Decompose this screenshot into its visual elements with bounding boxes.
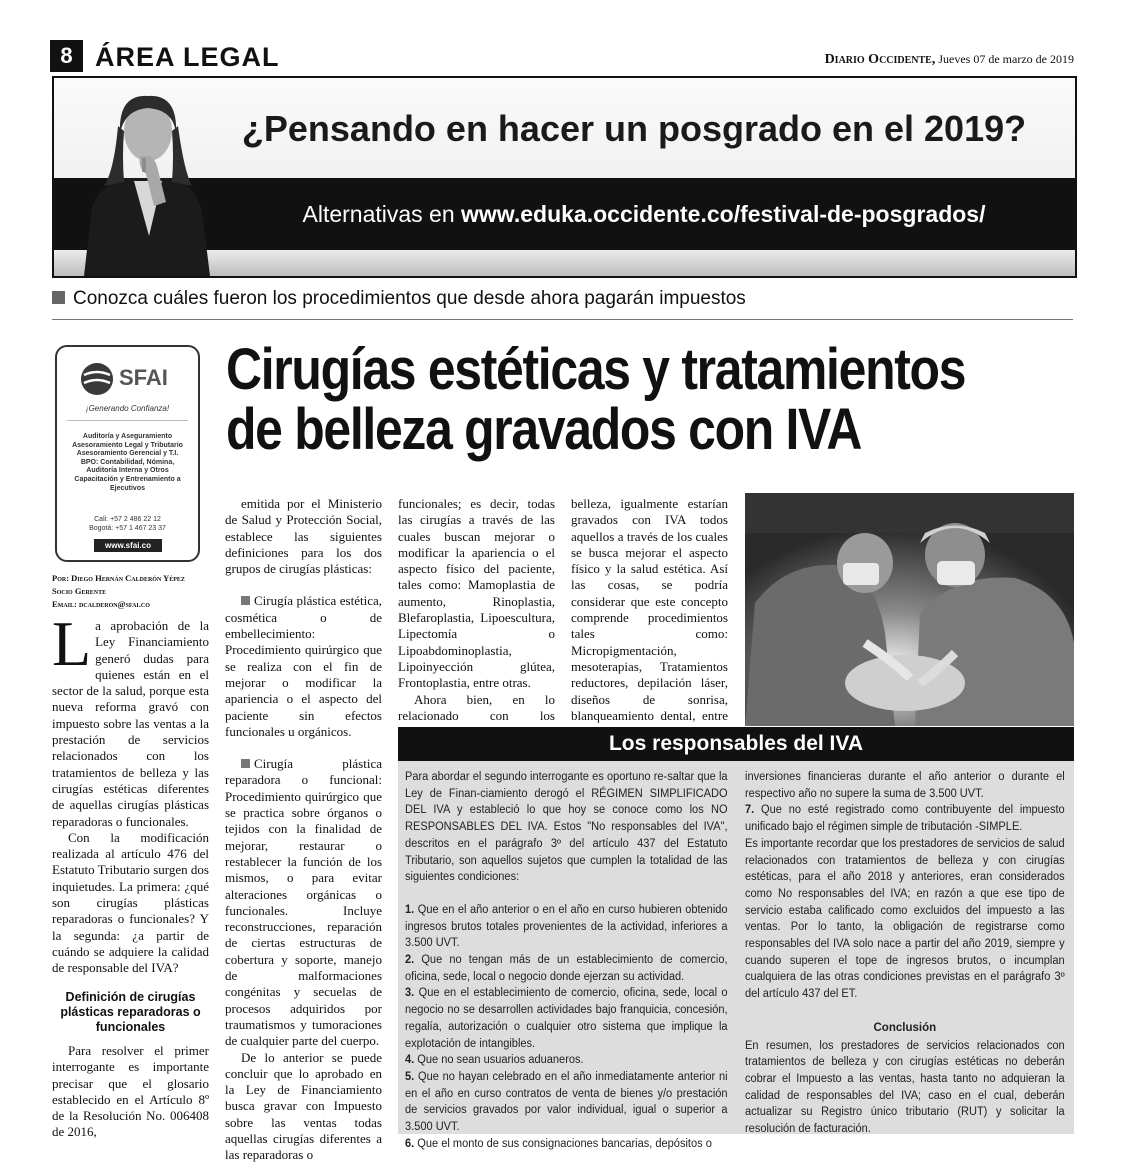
byline-email[interactable]: Email: dcalderon@sfai.co <box>52 599 150 609</box>
sfai-website-link[interactable]: www.sfai.co <box>94 539 162 552</box>
issue-date: Jueves 07 de marzo de 2019 <box>938 52 1074 66</box>
condition-number: 3. <box>405 987 415 1000</box>
service-item: Auditoría Interna y Otros <box>86 467 169 475</box>
kicker-text: Conozca cuáles fueron los procedimientos que desde ahora pagarán impuestos <box>73 288 746 309</box>
byline-role: Socio Gerente <box>52 586 107 596</box>
condition-item <box>405 902 728 952</box>
paragraph: a aprobación de la Ley Financiamiento generó dudas para quienes están en el sector de la salud, porque esta nueva reforma gravó con impuesto sobre las ventas a la prestación de servicios relacionados con los tratamientos de belleza y las cirugías estéticas diferentes de aquellas cirugías plásticas reparadoras o funcionales. <box>52 618 209 829</box>
condition-number: 1. <box>405 903 415 916</box>
condition-item <box>405 1069 728 1136</box>
headline-line-2: de belleza gravados con IVA <box>226 397 862 462</box>
banner-ad[interactable] <box>52 76 1077 278</box>
conclusion-text: En resumen, los prestadores de servicios relacionados con tratamientos de belleza y con cirugías estéticas no deberán cobrar el Impuesto a las ventas, hasta tanto no adquieran la calidad de responsables del IVA; caso en el cual, deberán actualizar su Registro único tributario (RUT) y solicitar la resolución de facturación. <box>745 1039 1065 1136</box>
section-title: ÁREA LEGAL <box>95 42 280 72</box>
condition-text: Que no esté registrado como contribuyente del impuesto unificado bajo el régimen simple de tributación -SIMPLE. <box>745 804 1065 834</box>
condition-text: Que no hayan celebrado en el año inmediatamente anterior ni en el año en curso contratos de venta de bienes y/o prestación de servicios gravados por valor individual, igual o superior a 3.500 UVT. <box>405 1070 728 1134</box>
service-item: Capacitación y Entrenamiento a <box>74 475 181 483</box>
article-column-1 <box>52 608 209 977</box>
box-column-1 <box>405 769 728 1152</box>
sfai-brand: SFAI <box>119 365 168 390</box>
box-intro: Para abordar el segundo interrogante es oportuno re-saltar que la Ley de Finan-ciamiento derogó el RÉGIMEN SIMPLIFICADO DEL IVA y estableció lo que hoy se conoce como los NO RESPONSABLES DEL IVA. Estos "No responsables del IVA", descritos en el parágrafo 3º del artículo 437 del Estatuto Tributario, son aquellos sujetos que cumplen la totalidad de las siguientes condiciones: <box>405 771 728 884</box>
condition-text: Que el monto de sus consignaciones bancarias, depósitos o <box>414 1137 712 1150</box>
headline-line-1: Cirugías estéticas y tratamientos <box>226 337 966 402</box>
banner-sub-prefix: Alternativas en <box>302 201 462 227</box>
sfai-services-list <box>65 433 190 493</box>
page-number: 8 <box>50 40 83 72</box>
article-column-3 <box>398 496 555 740</box>
paragraph: belleza, igualmente estarían gravados con IVA todos aquellos a través de los cuales se busca mejorar el aspecto físico y la salud estética. Así las cosas, se podría considerar que este concepto comprende procedimientos tales como: Micropigmentación, mesoterapias, Tratamientos reductores, depilación láser, diseños de sonrisa, blanqueamiento dental, entre <box>571 496 728 723</box>
paragraph: funcionales; es decir, todas las cirugías a través de las cuales buscan mejorar o modificar la apariencia o el aspecto físico del paciente, tales como: Mamoplastia de aumento, Rinoplastia, Blefaroplastia, Lipoescultura, Lipectomía o Lipoabdominoplastia, Lipoinyección glútea, Frontoplastia, entre otras. <box>398 496 555 691</box>
definition-esthetic: Cirugía plástica estética, cosmética o de embellecimiento: Procedimiento quirúrgico que se realiza con el fin de mejorar o modificar la apariencia o el aspecto del paciente sin efectos funcionales u orgánicos. <box>225 593 382 739</box>
condition-text: Que en el año anterior o en el año en curso hubieren obtenido ingresos brutos totales provenientes de la actividad, inferiores a 3.500 UVT. <box>405 903 728 950</box>
phone-cali: Cali: +57 2 486 22 12 <box>94 516 161 523</box>
drop-cap: L <box>52 608 92 679</box>
paragraph: emitida por el Ministerio de Salud y Protección Social, establece las siguientes definiciones para los dos grupos de cirugías plásticas: <box>225 496 382 577</box>
square-bullet-icon <box>241 759 250 768</box>
woman-thinking-photo <box>74 86 224 276</box>
paragraph: Para resolver el primer interrogante es importante precisar que el glosario establecido en el Artículo 8º de la Resolución No. 006408 de 2016, <box>52 1043 209 1140</box>
condition-number: 6. <box>405 1137 415 1150</box>
condition-item <box>405 952 728 985</box>
paragraph: Con la modificación realizada al artículo 476 del Estatuto Tributario surgen dos inquietudes. La primera: ¿qué son cirugías plásticas reparadoras o funcionales? Y la segunda: ¿a partir de cuándo se adquiere la calidad de responsable del IVA? <box>52 829 209 976</box>
article-column-2 <box>225 496 382 1164</box>
condition-number: 5. <box>405 1070 415 1083</box>
service-item: Asesoramiento Legal y Tributario <box>72 441 183 449</box>
subheading: Definición de cirugías plásticas reparadoras o funcionales <box>60 990 201 1034</box>
condition-item <box>745 802 1065 835</box>
square-bullet-icon <box>241 596 250 605</box>
box-column-2 <box>745 769 1065 1138</box>
condition-item <box>405 985 728 1052</box>
paragraph: De lo anterior se puede concluir que lo aprobado en la Ley de Financiamiento busca gravar con Impuesto sobre las ventas todas aquellas cirugías diferentes a las reparadoras o <box>225 1049 382 1163</box>
byline-author: Por: Diego Hernán Calderón Yépez <box>52 573 185 583</box>
paragraph: Ahora bien, en lo relacionado con los <box>398 691 555 723</box>
divider <box>52 319 1073 320</box>
kicker <box>52 288 746 310</box>
sfai-slogan: ¡Generando Confianza! <box>85 404 170 413</box>
article-column-1-continued <box>52 1043 209 1141</box>
condition-text: Que en el establecimiento de comercio, oficina, sede, local o negocio no se desarrollen actividades bajo franquicia, concesión, regalía, autorización o cualquier otro sistema que implique la explotación de intangibles. <box>405 987 728 1050</box>
square-bullet-icon <box>52 291 65 304</box>
service-item: Asesoramiento Gerencial y T.I. <box>76 450 179 458</box>
conclusion-title: Conclusión <box>873 1019 937 1034</box>
condition-text: Que no sean usuarios aduaneros. <box>414 1054 584 1067</box>
condition-continued: inversiones financieras durante el año anterior o durante el respectivo año no supere la suma de 3.500 UVT. <box>745 771 1065 800</box>
sfai-ad[interactable] <box>55 345 200 562</box>
sfai-phones <box>57 515 198 533</box>
condition-text: Que no tengan más de un establecimiento de comercio, oficina, sede, local o negocio donde ejerzan su actividad. <box>405 954 728 983</box>
condition-item <box>405 1052 728 1069</box>
condition-number: 4. <box>405 1054 415 1067</box>
service-item: BPO: Contabilidad, Nómina, <box>80 458 175 466</box>
surgery-photo <box>745 493 1074 726</box>
divider <box>67 420 188 421</box>
service-item: Ejecutivos <box>109 484 145 492</box>
dateline <box>825 52 1074 68</box>
condition-number: 2. <box>405 954 415 967</box>
article-headline <box>226 337 966 462</box>
banner-headline: ¿Pensando en hacer un posgrado en el 2019? <box>241 108 1027 149</box>
banner-subline <box>224 201 1064 228</box>
service-item: Auditoría y Aseguramiento <box>82 433 173 440</box>
definition-reparative: Cirugía plástica reparadora o funcional: Procedimiento quirúrgico que se practica sobre órganos o tejidos con la finalidad de mejorar, restaurar o restablecer la función de los mismos, o para evitar alteraciones orgánicas o funcionales. Incluye reconstrucciones, reparación de ciertas estructuras de cobertura y soporte, manejo de malformaciones congénitas y secuelas de procesos adquiridos por traumatismos y tumoraciones de cualquier parte del cuerpo. <box>225 756 382 1049</box>
byline <box>52 572 212 611</box>
article-column-4 <box>571 496 728 740</box>
box-title: Los responsables del IVA <box>398 727 1074 761</box>
condition-item <box>405 1136 728 1153</box>
banner-url-link[interactable]: www.eduka.occidente.co/festival-de-posgrados/ <box>461 201 986 227</box>
phone-bogota: Bogotá: +57 1 467 23 37 <box>89 525 166 532</box>
paper-name: Diario Occidente, <box>824 52 936 67</box>
condition-number: 7. <box>745 804 755 817</box>
paragraph: Es importante recordar que los prestadores de servicios de salud relacionados con tratamientos de belleza y con cirugías estéticas, para el año 2018 y anteriores, eran considerados como No responsables del IVA; en razón a que ese tipo de servicio estaba calificado como excluidos del impuesto a las ventas. Por lo tanto, la obligación de registrarse como responsables del IVA solo nace a partir del año 2019, siempre y cuando superen el tope de ingresos brutos, o incumplan cualquiera de las otras condiciones previstas en el parágrafo 3º del artículo 437 del ET. <box>745 837 1065 1001</box>
